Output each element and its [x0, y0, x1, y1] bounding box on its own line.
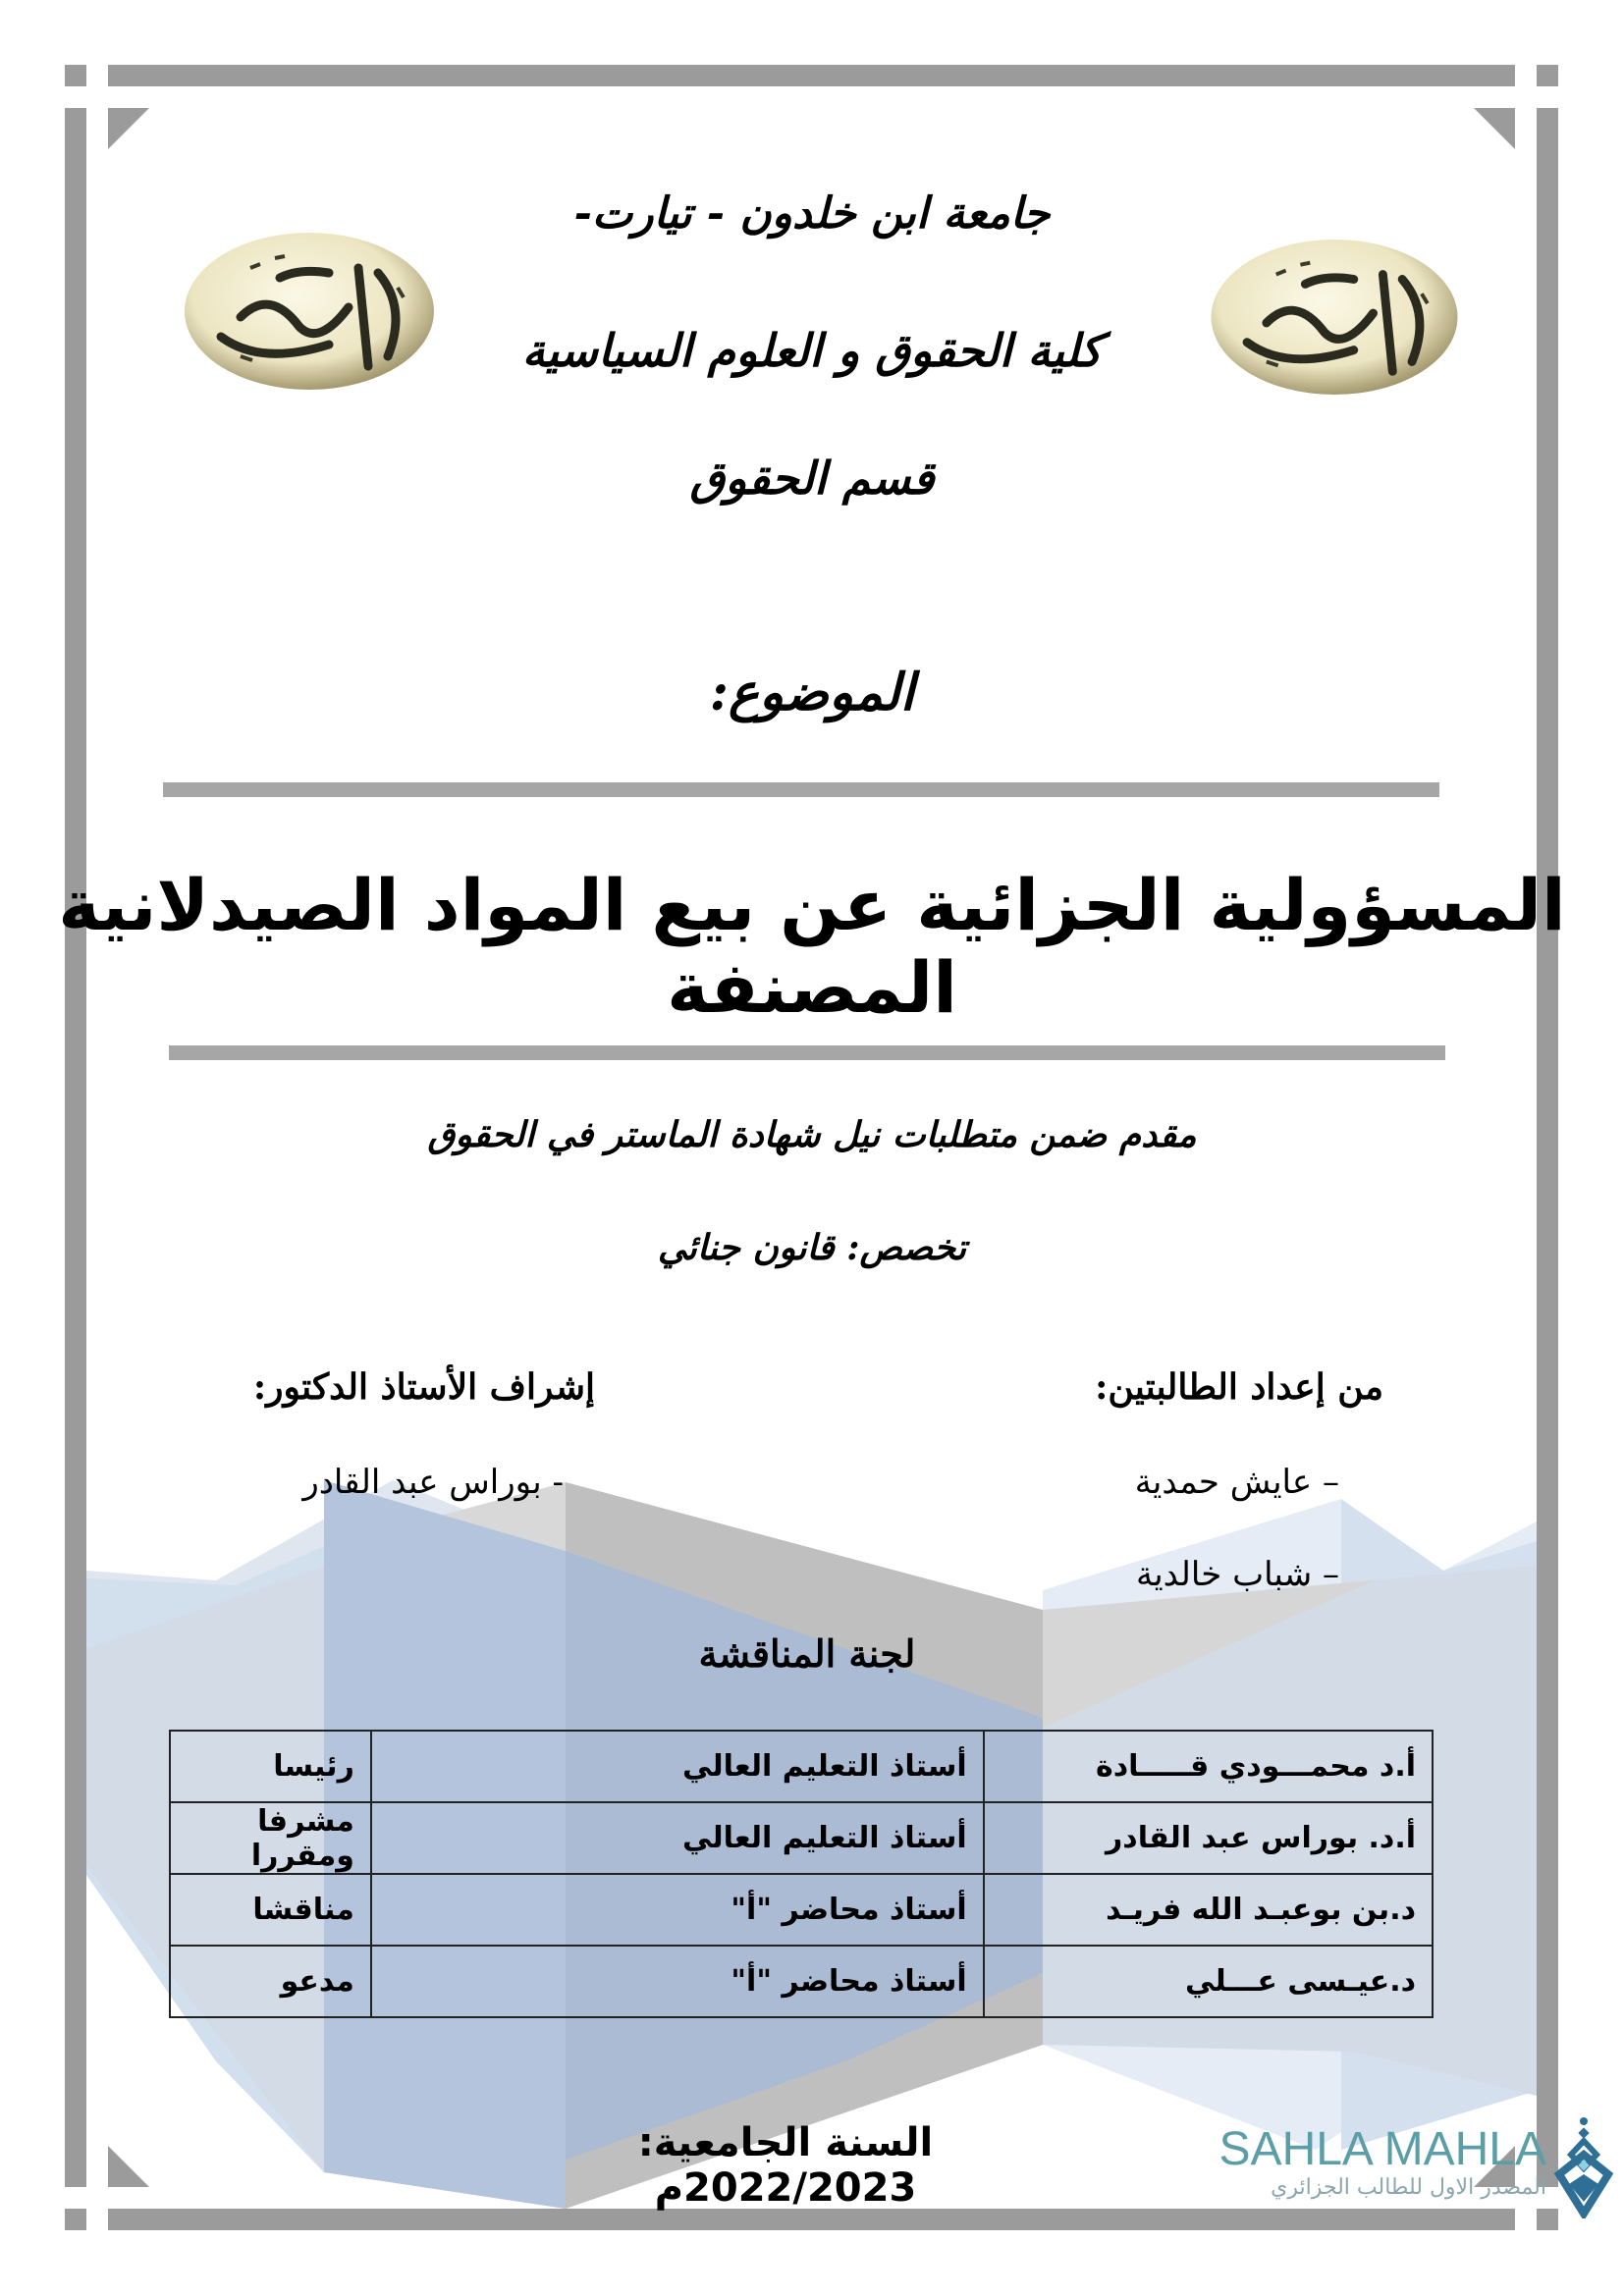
students-label: من إعداد الطالبتين: — [1095, 1366, 1383, 1408]
member-rank: أستاذ محاضر "أ" — [371, 1946, 984, 2017]
sahla-mahla-logo-icon — [1549, 2115, 1618, 2218]
degree-requirement: مقدم ضمن متطلبات نيل شهادة الماستر في الحقوق — [427, 1114, 1197, 1155]
university-name: جامعة ابن خلدون - تيارت- — [573, 188, 1051, 239]
member-rank: أستاذ محاضر "أ" — [371, 1874, 984, 1946]
thesis-title: المسؤولية الجزائية عن بيع المواد الصيدلانية المصنفة — [58, 864, 1566, 1029]
committee-table — [169, 1730, 1434, 2018]
member-rank: أستاذ التعليم العالي — [371, 1802, 984, 1874]
brand-name: SAHLA MAHLA — [1218, 2123, 1546, 2175]
table-row — [170, 1731, 1433, 1802]
committee-title: لجنة المناقشة — [698, 1631, 916, 1676]
member-role: رئيسا — [170, 1731, 371, 1802]
member-name: د.بن بوعبـد الله فريـد — [984, 1874, 1433, 1946]
member-name: أ.د. بوراس عبد القادر — [984, 1802, 1433, 1874]
member-rank: أستاذ التعليم العالي — [371, 1731, 984, 1802]
student-name: – عايش حمدية — [1134, 1463, 1339, 1502]
supervisor-label: إشراف الأستاذ الدكتور: — [252, 1366, 595, 1408]
department-name: قسم الحقوق — [689, 452, 935, 505]
member-role: مناقشا — [170, 1874, 371, 1946]
table-row — [170, 1946, 1433, 2017]
sahla-mahla-watermark — [1173, 2125, 1546, 2202]
member-name: د.عيـسى عـــلي — [984, 1946, 1433, 2017]
academic-year: السنة الجامعية: 2022/2023م — [637, 2120, 934, 2211]
table-row — [170, 1802, 1433, 1874]
table-row — [170, 1874, 1433, 1946]
subject-label: الموضوع: — [709, 663, 915, 722]
brand-tagline: المصدر الاول للطالب الجزائري — [1271, 2175, 1546, 2200]
faculty-name: كلية الحقوق و العلوم السياسية — [521, 324, 1103, 377]
specialty: تخصص: قانون جنائي — [657, 1227, 967, 1268]
member-role: مدعو — [170, 1946, 371, 2017]
member-role: مشرفا ومقررا — [170, 1802, 371, 1874]
supervisor-name: - بوراس عبد القادر — [302, 1463, 564, 1502]
student-name: – شباب خالدية — [1135, 1555, 1339, 1594]
member-name: أ.د محمـــودي قـــــادة — [984, 1731, 1433, 1802]
